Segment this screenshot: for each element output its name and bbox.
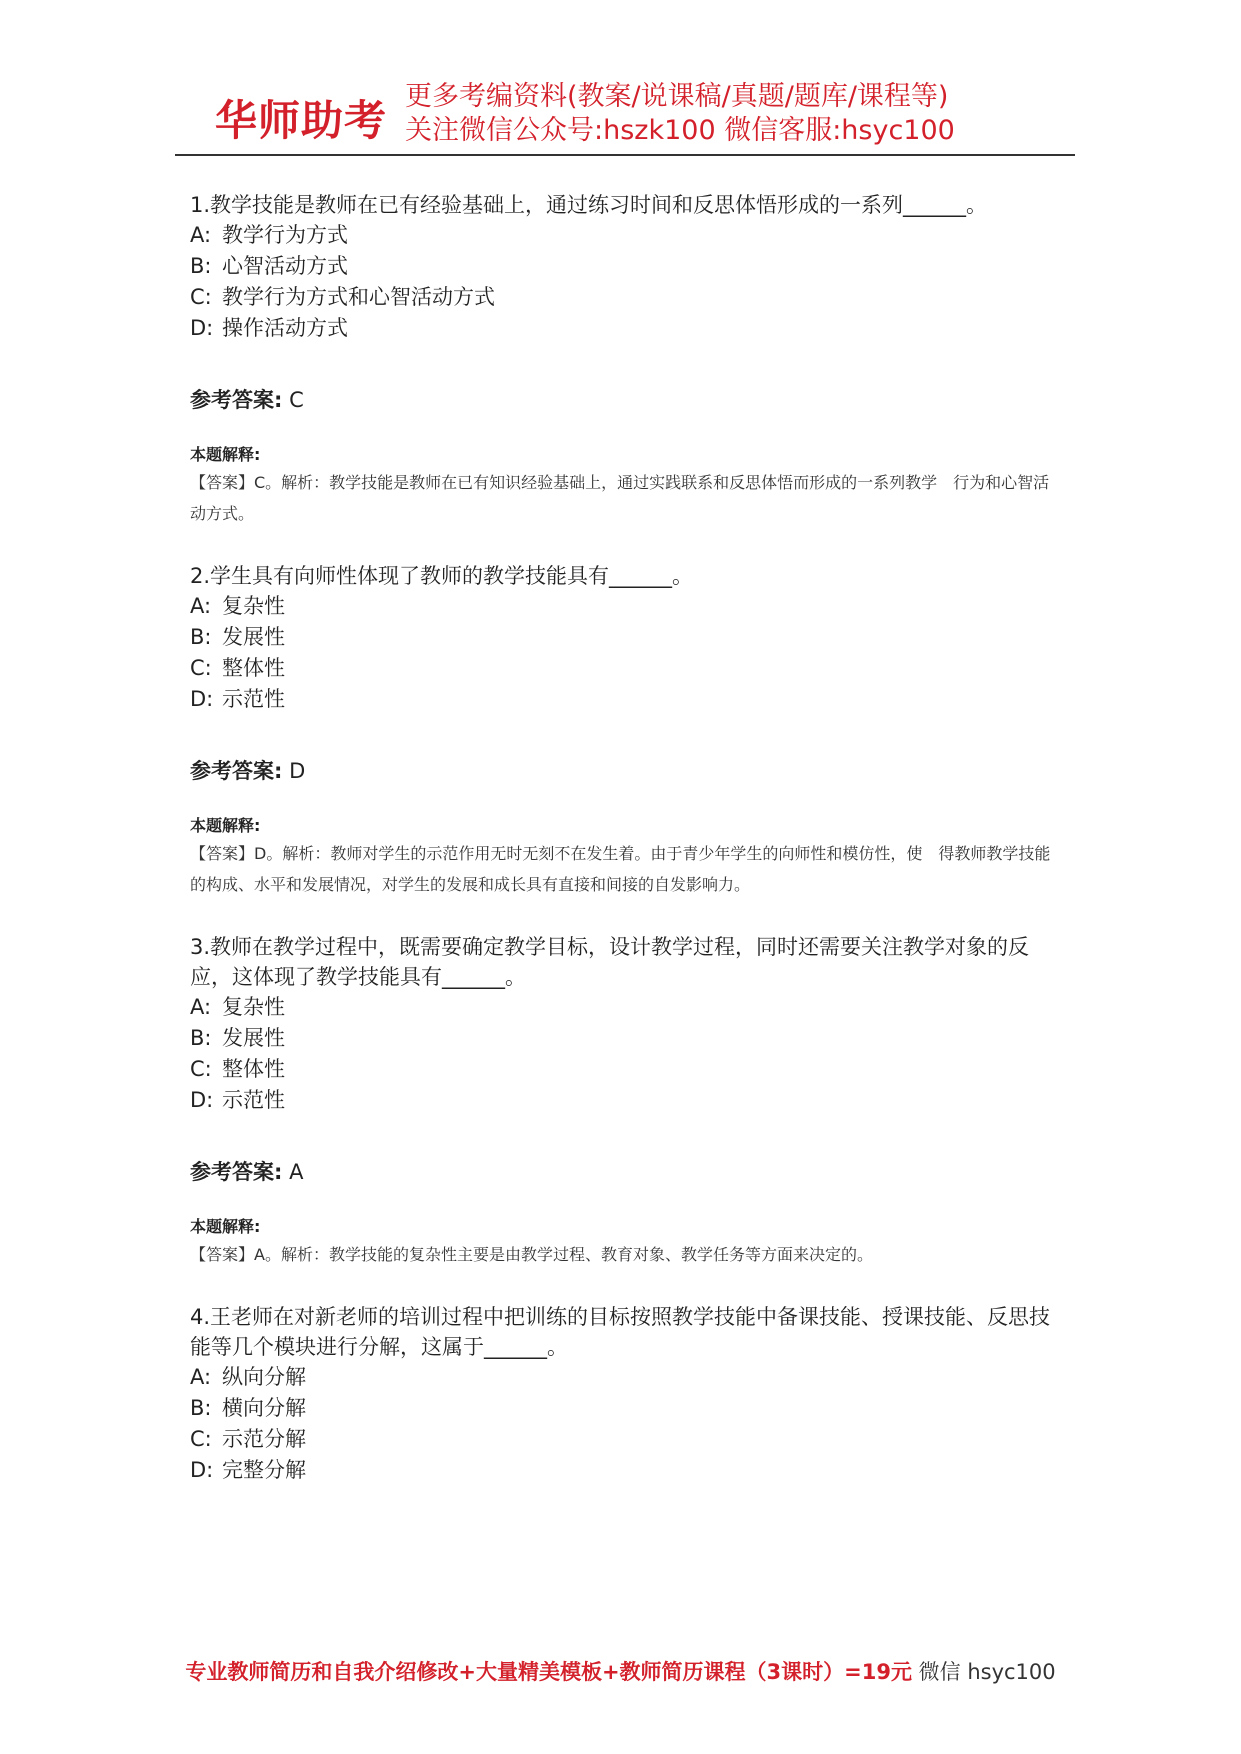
explanation-text: 【答案】C。解析：教学技能是教师在已有知识经验基础上，通过实践联系和反思体悟而形成的一系列教学 行为和心智活动方式。	[190, 473, 1050, 523]
option-item: B: 发展性	[190, 1026, 285, 1050]
question-text: 1.教学技能是教师在已有经验基础上，通过练习时间和反思体悟形成的一系列______。	[190, 193, 988, 217]
option-item: D: 操作活动方式	[190, 316, 348, 340]
answer-line: 参考答案: A	[190, 1160, 304, 1184]
explanation-text: 【答案】A。解析：教学技能的复杂性主要是由教学过程、教育对象、教学任务等方面来决定的。	[190, 1245, 873, 1264]
question-text: 3.教师在教学过程中，既需要确定教学目标，设计教学过程，同时还需要关注教学对象的反应，这体现了教学技能具有______。	[190, 935, 1030, 989]
option-item: D: 示范性	[190, 687, 285, 711]
question-text: 2.学生具有向师性体现了教师的教学技能具有______。	[190, 564, 694, 588]
option-item: D: 完整分解	[190, 1458, 306, 1482]
option-item: C: 整体性	[190, 1057, 285, 1081]
contact-text: 微信 hsyc100	[911, 1660, 1056, 1684]
question-list	[190, 190, 1060, 1518]
question-block	[190, 561, 1060, 900]
answer-value: A	[289, 1160, 304, 1184]
option-list	[190, 591, 1060, 715]
option-item: A: 教学行为方式	[190, 223, 348, 247]
option-list	[190, 1362, 1060, 1486]
option-item: B: 横向分解	[190, 1396, 306, 1420]
promo-text: 专业教师简历和自我介绍修改+大量精美模板+教师简历课程（3课时）=19元	[185, 1660, 912, 1684]
option-item: C: 示范分解	[190, 1427, 306, 1451]
answer-line: 参考答案: D	[190, 759, 306, 783]
option-item: B: 发展性	[190, 625, 285, 649]
promo-footer	[0, 1656, 1241, 1686]
answer-value: C	[289, 388, 304, 412]
question-block	[190, 190, 1060, 529]
explanation-text: 【答案】D。解析：教师对学生的示范作用无时无刻不在发生着。由于青少年学生的向师性和模仿性，使 得教师教学技能的构成、水平和发展情况，对学生的发展和成长具有直接和间接的自发影响力。	[190, 844, 1051, 894]
option-item: B: 心智活动方式	[190, 254, 348, 278]
option-item: A: 复杂性	[190, 594, 285, 618]
option-item: A: 复杂性	[190, 995, 285, 1019]
tagline-line-1: 更多考编资料(教案/说课稿/真题/题库/课程等)	[405, 81, 949, 112]
brand-logo: 华师助考	[215, 96, 388, 145]
option-list	[190, 992, 1060, 1116]
option-item: C: 整体性	[190, 656, 285, 680]
header-banner	[175, 80, 1075, 152]
header-tagline	[405, 80, 955, 148]
header-divider	[175, 154, 1075, 156]
option-item: D: 示范性	[190, 1088, 285, 1112]
answer-value: D	[289, 759, 306, 783]
explanation-title: 本题解释:	[190, 816, 261, 835]
question-block	[190, 932, 1060, 1270]
question-text: 4.王老师在对新老师的培训过程中把训练的目标按照教学技能中备课技能、授课技能、反思技能等几个模块进行分解，这属于______。	[190, 1305, 1051, 1359]
option-list	[190, 220, 1060, 344]
explanation-title: 本题解释:	[190, 1217, 261, 1236]
option-item: A: 纵向分解	[190, 1365, 306, 1389]
question-block	[190, 1302, 1060, 1486]
option-item: C: 教学行为方式和心智活动方式	[190, 285, 495, 309]
answer-line: 参考答案: C	[190, 388, 304, 412]
explanation-title: 本题解释:	[190, 445, 261, 464]
tagline-line-2: 关注微信公众号:hszk100 微信客服:hsyc100	[405, 115, 955, 146]
